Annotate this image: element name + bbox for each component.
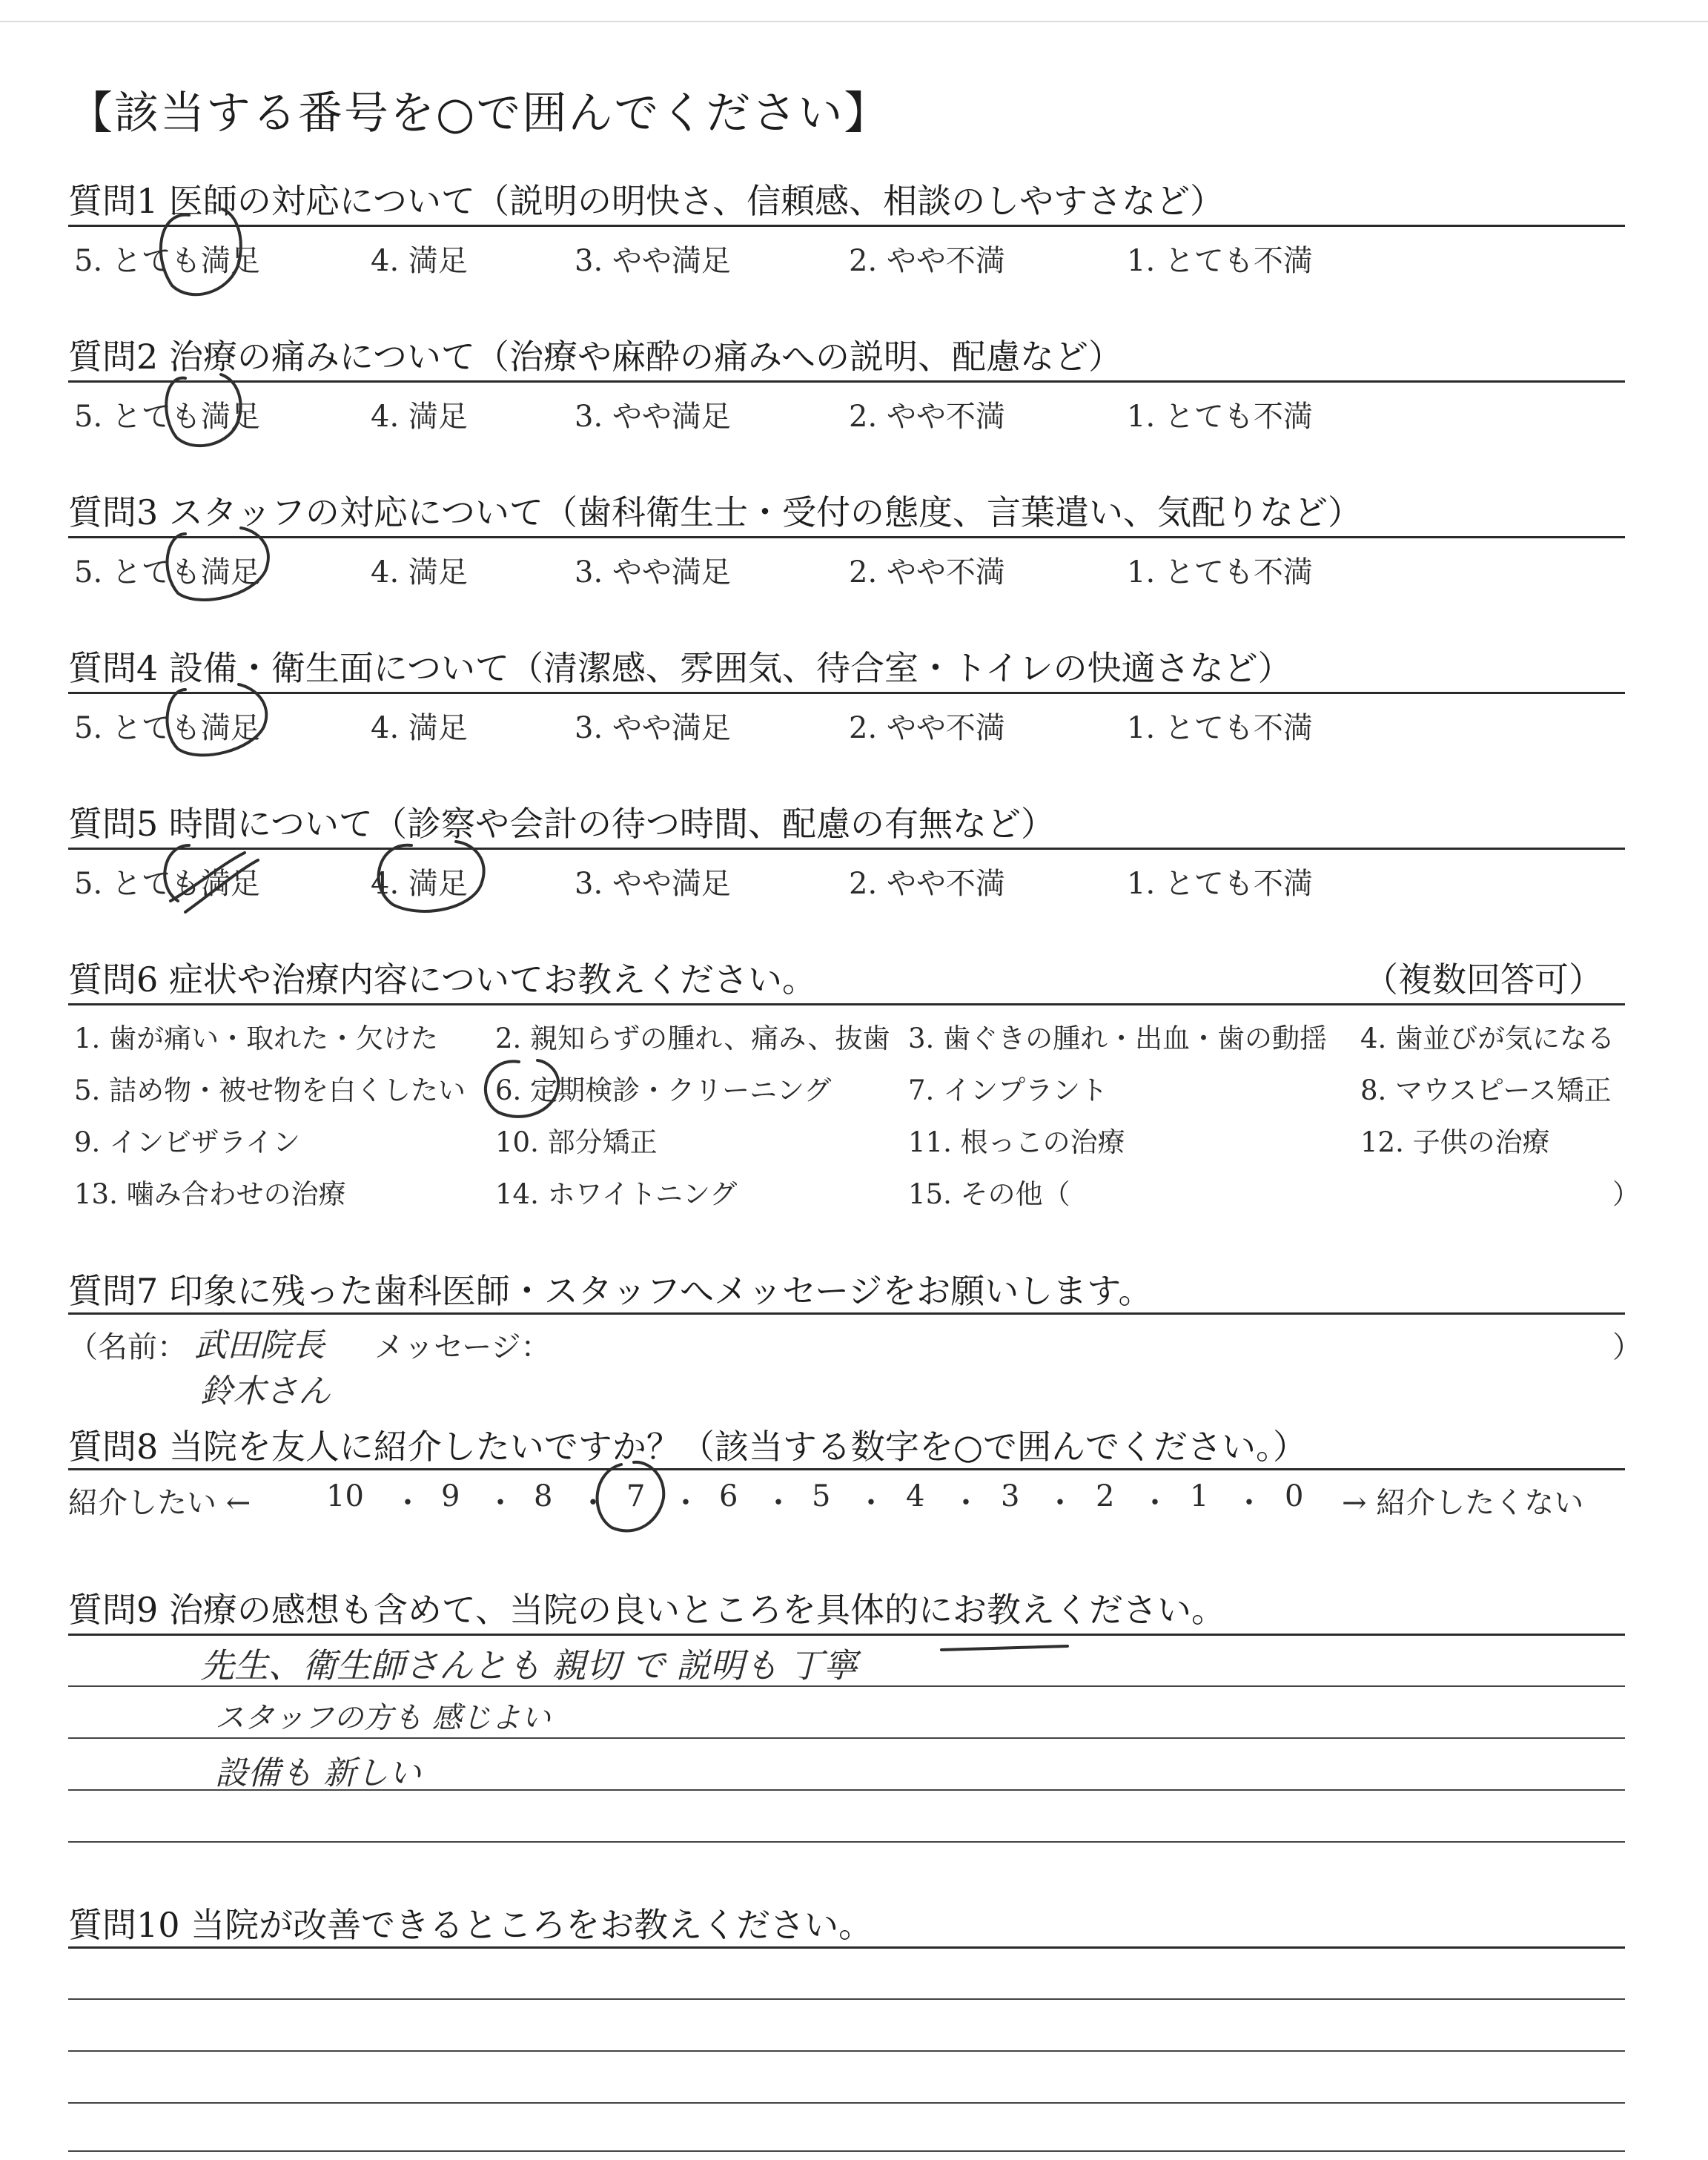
q1-option-5[interactable]: 5. とても満足 [74,244,260,278]
q8-score-8[interactable]: 8 [534,1479,553,1513]
q9-rule-1 [68,1634,1625,1636]
q8-right-label: → 紹介したくない [1342,1486,1584,1520]
q6-item-12[interactable]: 12. 子供の治療 [1360,1126,1550,1158]
q8-sep: ・ [486,1486,515,1520]
q9-answer-line-2[interactable]: スタッフの方も 感じよい [215,1701,551,1735]
q5-option-4[interactable]: 4. 満足 [371,867,468,901]
q6-item-5[interactable]: 5. 詰め物・被せ物を白くしたい [74,1074,466,1106]
q8-score-9[interactable]: 9 [441,1479,460,1513]
q9-answer-line-1[interactable]: 先生、衛生師さんとも 親切 で 説明も 丁寧 [200,1645,858,1685]
q3-option-1[interactable]: 1. とても不満 [1127,555,1313,589]
q2-option-3[interactable]: 3. やや満足 [575,400,731,434]
q5-title: 質問5 時間について（診察や会計の待つ時間、配慮の有無など） [68,804,1055,844]
q1-title: 質問1 医師の対応について（説明の明快さ、信頼感、相談のしやすさなど） [68,181,1225,221]
q9-rule-3 [68,1737,1625,1739]
q6-item-4[interactable]: 4. 歯並びが気になる [1360,1023,1615,1054]
q3-option-3[interactable]: 3. やや満足 [575,555,731,589]
q3-title: 質問3 スタッフの対応について（歯科衛生士・受付の態度、言葉遣い、気配りなど） [68,492,1362,532]
q5-option-1[interactable]: 1. とても不満 [1127,867,1313,901]
q7-name-value[interactable]: 武田院長 [194,1327,325,1364]
q6-item-10[interactable]: 10. 部分矯正 [495,1126,658,1158]
q9-title: 質問9 治療の感想も含めて、当院の良いところを具体的にお教えください。 [68,1590,1225,1630]
q8-score-1[interactable]: 1 [1190,1479,1209,1513]
q6-item-9[interactable]: 9. インビザライン [74,1126,300,1158]
q10-rule-4 [68,2102,1625,2104]
q6-item-15-close: ） [1612,1178,1640,1210]
q2-option-4[interactable]: 4. 満足 [371,400,468,434]
q8-score-10[interactable]: 10 [326,1479,364,1513]
q10-rule-3 [68,2050,1625,2052]
q2-rule [68,380,1625,383]
q1-option-4[interactable]: 4. 満足 [371,244,468,278]
q8-score-0[interactable]: 0 [1285,1479,1304,1513]
q4-option-3[interactable]: 3. やや満足 [575,711,731,745]
q10-rule-2 [68,1998,1625,2000]
q6-item-2[interactable]: 2. 親知らずの腫れ、痛み、抜歯 [495,1023,890,1054]
q6-item-13[interactable]: 13. 噛み合わせの治療 [74,1178,346,1210]
q8-sep: ・ [1140,1486,1170,1520]
q10-title: 質問10 当院が改善できるところをお教えください。 [68,1905,873,1945]
q7-handwritten-message[interactable]: 鈴木さん [200,1373,331,1410]
q8-title: 質問8 当院を友人に紹介したいですか？（該当する数字を○で囲んでください。） [68,1427,1308,1467]
q8-score-2[interactable]: 2 [1096,1479,1115,1513]
q6-item-6[interactable]: 6. 定期検診・クリーニング [495,1074,832,1106]
q7-rule [68,1312,1625,1315]
q4-option-2[interactable]: 2. やや不満 [849,711,1005,745]
q6-title: 質問6 症状や治療内容についてお教えください。 [68,960,816,1000]
q10-rule-5 [68,2150,1625,2152]
q5-rule [68,848,1625,850]
q8-sep: ・ [1234,1486,1264,1520]
q8-left-label: 紹介したい ← [68,1486,251,1520]
q6-rule [68,1003,1625,1005]
q6-item-3[interactable]: 3. 歯ぐきの腫れ・出血・歯の動揺 [908,1023,1328,1054]
q1-rule [68,225,1625,227]
q5-option-3[interactable]: 3. やや満足 [575,867,731,901]
q8-score-4[interactable]: 4 [906,1479,925,1513]
q4-rule [68,692,1625,694]
q8-sep: ・ [578,1486,608,1520]
q3-option-4[interactable]: 4. 満足 [371,555,468,589]
q8-sep: ・ [856,1486,886,1520]
q5-option-2[interactable]: 2. やや不満 [849,867,1005,901]
q5-option-5[interactable]: 5. とても満足 [74,867,260,901]
q8-sep: ・ [951,1486,981,1520]
q8-score-7[interactable]: 7 [626,1479,646,1513]
q7-name-label: （名前： [68,1330,187,1364]
q6-item-11[interactable]: 11. 根っこの治療 [908,1126,1125,1158]
q6-item-7[interactable]: 7. インプラント [908,1074,1108,1106]
q8-score-6[interactable]: 6 [719,1479,738,1513]
q8-score-5[interactable]: 5 [812,1479,831,1513]
q3-option-2[interactable]: 2. やや不満 [849,555,1005,589]
q2-option-5[interactable]: 5. とても満足 [74,400,260,434]
q6-item-15[interactable]: 15. その他（ [908,1178,1070,1210]
q8-sep: ・ [764,1486,793,1520]
q7-title: 質問7 印象に残った歯科医師・スタッフへメッセージをお願いします。 [68,1271,1153,1311]
q8-sep: ・ [393,1486,423,1520]
q3-option-5[interactable]: 5. とても満足 [74,555,260,589]
q10-rule-1 [68,1946,1625,1949]
q8-score-3[interactable]: 3 [1001,1479,1020,1513]
q1-option-2[interactable]: 2. やや不満 [849,244,1005,278]
q9-underline-stroke [941,1646,1068,1650]
q9-rule-5 [68,1841,1625,1843]
q3-rule [68,536,1625,538]
q9-answer-line-3[interactable]: 設備も 新しい [215,1754,421,1792]
q6-item-8[interactable]: 8. マウスピース矯正 [1360,1074,1612,1106]
q4-option-4[interactable]: 4. 満足 [371,711,468,745]
q6-item-1[interactable]: 1. 歯が痛い・取れた・欠けた [74,1023,439,1054]
q6-item-14[interactable]: 14. ホワイトニング [495,1178,738,1210]
q2-option-2[interactable]: 2. やや不満 [849,400,1005,434]
q8-sep: ・ [671,1486,701,1520]
q8-rule [68,1468,1625,1470]
scan-top-edge [0,21,1708,22]
q6-multiple-note: （複数回答可） [1364,960,1603,1000]
page-title: 【該当する番号を○で囲んでください】 [68,87,890,139]
q4-option-5[interactable]: 5. とても満足 [74,711,260,745]
q1-option-3[interactable]: 3. やや満足 [575,244,731,278]
q4-title: 質問4 設備・衛生面について（清潔感、雰囲気、待合室・トイレの快適さなど） [68,648,1292,688]
q7-message-label: メッセージ： [374,1330,551,1364]
q2-title: 質問2 治療の痛みについて（治療や麻酔の痛みへの説明、配慮など） [68,337,1123,377]
q2-option-1[interactable]: 1. とても不満 [1127,400,1313,434]
q4-option-1[interactable]: 1. とても不満 [1127,711,1313,745]
q7-close-paren: ） [1612,1330,1642,1364]
q8-sep: ・ [1045,1486,1075,1520]
q1-option-1[interactable]: 1. とても不満 [1127,244,1313,278]
